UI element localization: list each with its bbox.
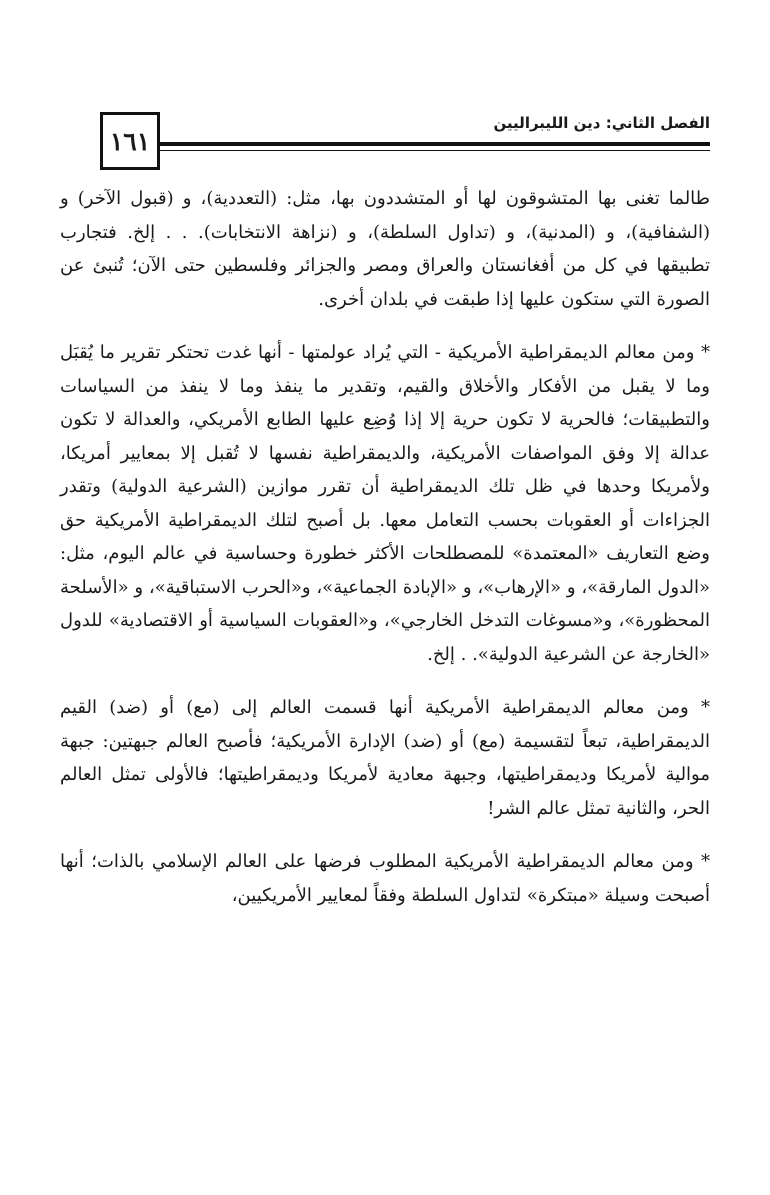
page-number-box bbox=[100, 112, 160, 170]
chapter-title: الفصل الثاني: دين الليبراليين bbox=[493, 114, 710, 132]
page-header bbox=[100, 112, 710, 182]
header-rule-thick bbox=[160, 142, 710, 146]
page-body bbox=[60, 182, 710, 932]
paragraph-4: * ومن معالم الديمقراطية الأمريكية المطلوب فرضها على العالم الإسلامي بالذات؛ أنها أصبحت وسيلة «مبتكرة» لتداول السلطة وفقاً لمعايير الأمريكيين، bbox=[60, 851, 710, 906]
header-rule-thin bbox=[160, 150, 710, 151]
paragraph-2: * ومن معالم الديمقراطية الأمريكية - التي يُراد عولمتها - أنها غدت تحتكر تقرير ما يُقبَل وما لا يقبل من الأفكار والأخلاق والقيم، وتقدير ما ينفذ وما لا ينفذ من السياسات والتطبيقات؛ فالحرية لا تكون حرية إلا إذا وُضِع عليها الطابع الأمريكي، والعدالة لا تكون عدالة إلا وفق المواصفات الأمريكية، والديمقراطية نفسها لا تُقبل إلا بمعايير أمريكا، ولأمريكا وحدها في ظل تلك الديمقراطية أن تقرر موازين (الشرعية الدولية) وتقدر الجزاءات أو العقوبات بحسب التعامل معها. بل أصبح لتلك الديمقراطية الأمريكية حق وضع التعاريف «المعتمدة» للمصطلحات الأكثر خطورة وحساسية في عالم اليوم، مثل: «الدول المارقة»، و «الإرهاب»، و «الإبادة الجماعية»، و«الحرب الاستباقية»، و «الأسلحة المحظورة»، و«مسوغات التدخل الخارجي»، و«العقوبات السياسية أو الاقتصادية» للدول «الخارجة عن الشرعية الدولية». . إلخ. bbox=[60, 342, 710, 665]
paragraph-3: * ومن معالم الديمقراطية الأمريكية أنها قسمت العالم إلى (مع) أو (ضد) القيم الديمقراطية، تبعاً لتقسيمة (مع) أو (ضد) الإدارة الأمريكية؛ فأصبح العالم جبهتين: جبهة موالية لأمريكا وديمقراطيتها، وجبهة معادية لأمريكا وديمقراطيتها؛ فالأولى تمثل العالم الحر، والثانية تمثل عالم الشر! bbox=[60, 697, 710, 819]
page-number: ١٦١ bbox=[109, 126, 151, 156]
paragraph-1: طالما تغنى بها المتشوقون لها أو المتشددون بها، مثل: (التعددية)، و (قبول الآخر) و (الشفافية)، و (المدنية)، و (تداول السلطة)، و (نزاهة الانتخابات). . . إلخ. فتجارب تطبيقها في كل من أفغانستان والعراق ومصر والجزائر وفلسطين حتى الآن؛ تُنبئ عن الصورة التي ستكون عليها إذا طبقت في بلدان أخرى. bbox=[60, 188, 710, 310]
